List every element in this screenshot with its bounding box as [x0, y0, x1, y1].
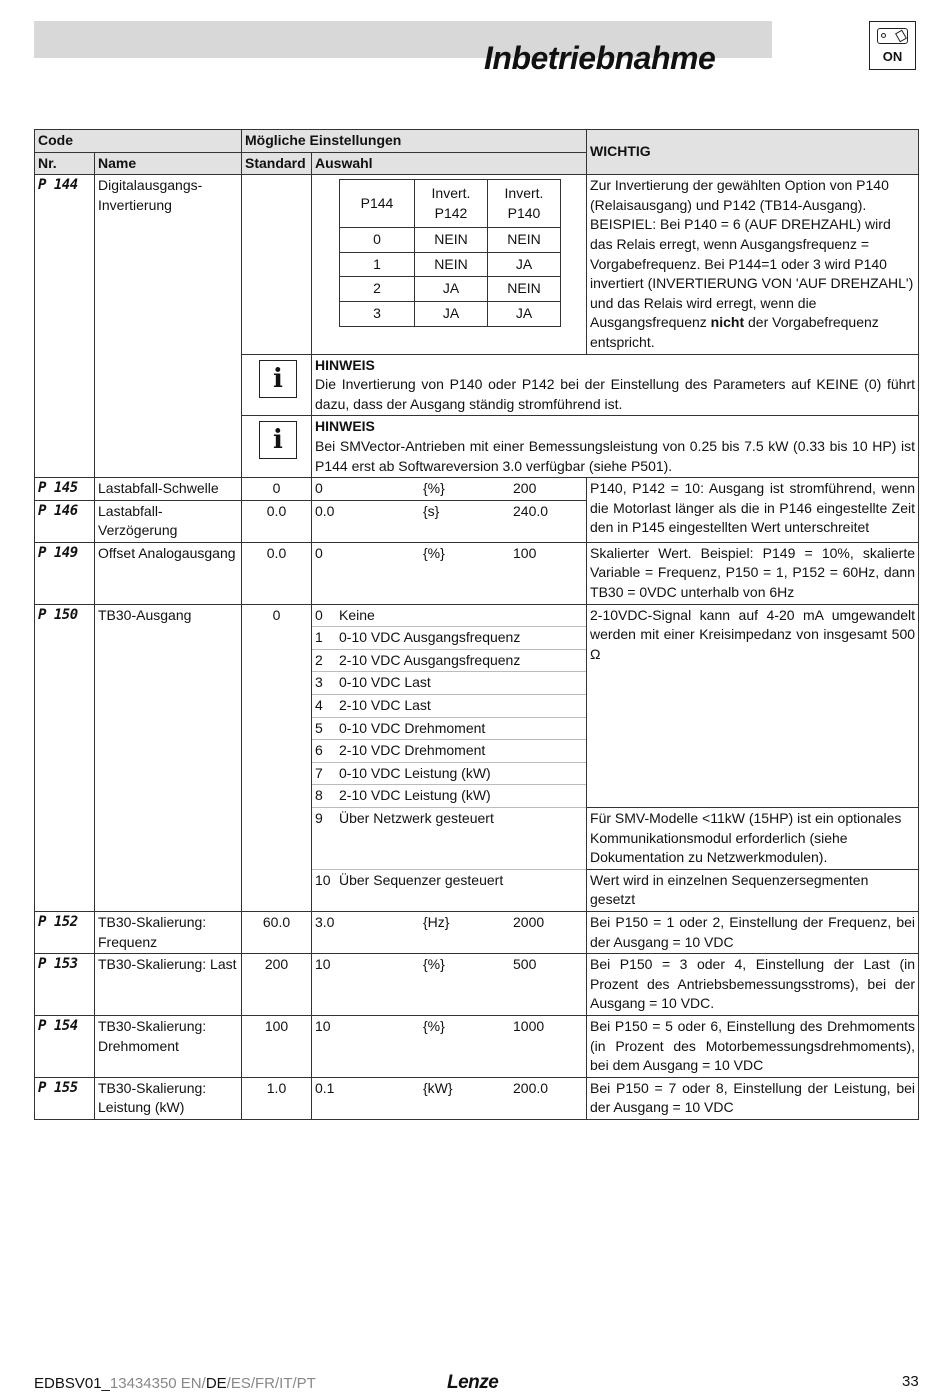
param-wichtig: P140, P142 = 10: Ausgang ist stromführend, wenn die Motorlast länger als die in P146 eingestellte Zeit den in P145 eingestellten Wert unterschreitet — [587, 478, 919, 543]
table-row — [35, 542, 919, 604]
param-wichtig: 2-10VDC-Signal kann auf 4-20 mA umgewandelt werden mit einer Kreisimpedanz von insgesamt 500 Ω — [587, 604, 919, 807]
header-auswahl: Auswahl — [312, 152, 587, 175]
param-auswahl: 0.1 {kW} 200.0 — [312, 1077, 587, 1119]
info-icon: i — [259, 421, 297, 459]
param-wichtig: Bei P150 = 7 oder 8, Einstellung der Leistung, bei der Ausgang = 10 VDC — [587, 1077, 919, 1119]
inner-cell: NEIN — [415, 252, 488, 277]
param-code: P 146 — [35, 500, 95, 542]
inner-cell: JA — [488, 301, 561, 326]
param-code: P 153 — [35, 954, 95, 1016]
inner-cell: JA — [488, 252, 561, 277]
param-name: Lastabfall-Verzögerung — [95, 500, 242, 542]
inner-cell: 0 — [340, 228, 415, 253]
param-code: P 150 — [35, 604, 95, 911]
list-item: 5 0-10 VDC Drehmoment — [312, 717, 587, 740]
param-auswahl — [312, 175, 587, 354]
param-name: TB30-Skalierung: Frequenz — [95, 911, 242, 953]
param-standard: 1.0 — [242, 1077, 312, 1119]
param-auswahl: 0 {%} 200 — [312, 478, 587, 501]
header-wichtig: WICHTIG — [587, 130, 919, 175]
on-label: ON — [882, 49, 903, 64]
list-item: 8 2-10 VDC Leistung (kW) — [312, 785, 587, 808]
note — [312, 354, 919, 416]
header-standard: Standard — [242, 152, 312, 175]
param-name: TB30-Skalierung: Last — [95, 954, 242, 1016]
param-wichtig: Zur Invertierung der gewählten Option von P140 (Relaisausgang) und P142 (TB14-Ausgang). BEISPIEL: Bei P140 = 6 (AUF DREHZAHL) wird das Relais erregt, wenn Ausgangsfrequenz = Vorgabefrequenz. Bei P144=1 oder 3 wird P140 invertiert (INVERTIERUNG VON 'AUF DREHZAHL') und das Relais wird erregt, wenn die Ausgangsfrequenz nicht der Vorgabefrequenz entspricht. — [587, 175, 919, 354]
note — [312, 416, 919, 478]
header-moegliche-einstellungen: Mögliche Einstellungen — [242, 130, 587, 153]
emphasis: nicht — [710, 314, 745, 331]
list-item: 6 2-10 VDC Drehmoment — [312, 740, 587, 763]
param-name: TB30-Skalierung: Leistung (kW) — [95, 1077, 242, 1119]
param-name: Digitalausgangs-Invertierung — [95, 175, 242, 478]
table-row — [35, 911, 919, 953]
param-code: P 144 — [35, 175, 95, 478]
list-item: 4 2-10 VDC Last — [312, 695, 587, 718]
param-wichtig: Für SMV-Modelle <11kW (15HP) ist ein optionales Kommunikationsmodul erforderlich (siehe Dokumentation zu Netzwerkmodulen). — [587, 808, 919, 870]
note-title: HINWEIS — [315, 418, 375, 435]
inner-header: Invert. P142 — [415, 180, 488, 228]
note-text: Bei SMVector-Antrieben mit einer Bemessungsleistung von 0.25 bis 7.5 kW (0.33 bis 10 HP) ist P144 erst ab Softwareversion 3.0 verfügbar (siehe P501). — [315, 437, 916, 474]
inner-cell: 1 — [340, 252, 415, 277]
param-standard: 0.0 — [242, 500, 312, 542]
brand-logo: Lenze — [447, 1372, 499, 1393]
table-row — [35, 175, 919, 354]
param-code: P 155 — [35, 1077, 95, 1119]
param-standard: 100 — [242, 1015, 312, 1077]
table-row — [35, 1077, 919, 1119]
list-item: 9 Über Netzwerk gesteuert — [312, 808, 587, 870]
info-cell — [242, 354, 312, 416]
param-code: P 145 — [35, 478, 95, 501]
param-wichtig: Bei P150 = 1 oder 2, Einstellung der Frequenz, bei der Ausgang = 10 VDC — [587, 911, 919, 953]
invert-table — [339, 179, 561, 326]
footer-doc-id: EDBSV01_13434350 EN/DE/ES/FR/IT/PT — [34, 1375, 316, 1392]
list-item: 7 0-10 VDC Leistung (kW) — [312, 762, 587, 785]
page-title: Inbetriebnahme — [484, 40, 716, 76]
param-auswahl: 0.0 {s} 240.0 — [312, 500, 587, 542]
param-name: TB30-Ausgang — [95, 604, 242, 911]
param-auswahl: 0 {%} 100 — [312, 542, 587, 604]
param-standard: 0 — [242, 604, 312, 911]
param-name: Offset Analogausgang — [95, 542, 242, 604]
inner-cell: JA — [415, 277, 488, 302]
inner-cell: JA — [415, 301, 488, 326]
page-number: 33 — [902, 1373, 919, 1390]
inner-header: Invert. P140 — [488, 180, 561, 228]
inner-cell: NEIN — [488, 277, 561, 302]
param-code: P 152 — [35, 911, 95, 953]
param-standard: 0.0 — [242, 542, 312, 604]
table-row — [35, 954, 919, 1016]
list-item: 10 Über Sequenzer gesteuert — [312, 869, 587, 911]
param-wichtig: Bei P150 = 3 oder 4, Einstellung der Last (in Prozent des Antriebsbemessungsstroms), bei der Ausgang = 10 VDC. — [587, 954, 919, 1016]
param-standard — [242, 175, 312, 354]
parameter-table — [34, 129, 919, 1120]
header-name: Name — [95, 152, 242, 175]
list-item: 0 Keine — [312, 604, 587, 627]
param-auswahl: 10 {%} 1000 — [312, 1015, 587, 1077]
param-wichtig: Wert wird in einzelnen Sequenzersegmenten gesetzt — [587, 869, 919, 911]
param-code: P 149 — [35, 542, 95, 604]
param-code: P 154 — [35, 1015, 95, 1077]
header-code: Code — [35, 130, 242, 153]
header-nr: Nr. — [35, 152, 95, 175]
inner-cell: 2 — [340, 277, 415, 302]
param-standard: 60.0 — [242, 911, 312, 953]
param-auswahl: 3.0 {Hz} 2000 — [312, 911, 587, 953]
info-cell — [242, 416, 312, 478]
power-switch-icon — [869, 21, 916, 70]
param-name: TB30-Skalierung: Drehmoment — [95, 1015, 242, 1077]
table-row — [35, 1015, 919, 1077]
inner-header: P144 — [340, 180, 415, 228]
param-wichtig: Bei P150 = 5 oder 6, Einstellung des Drehmoments (in Prozent des Motorbemessungsdrehmoments), bei dem Ausgang = 10 VDC — [587, 1015, 919, 1077]
note-title: HINWEIS — [315, 356, 375, 373]
param-name: Lastabfall-Schwelle — [95, 478, 242, 501]
param-standard: 200 — [242, 954, 312, 1016]
info-icon: i — [259, 360, 297, 398]
param-standard: 0 — [242, 478, 312, 501]
list-item: 3 0-10 VDC Last — [312, 672, 587, 695]
table-row — [35, 478, 919, 501]
param-wichtig: Skalierter Wert. Beispiel: P149 = 10%, skalierte Variable = Frequenz, P150 = 1, P152 = 60Hz, dann TB30 = 0VDC unterhalb von 6Hz — [587, 542, 919, 604]
inner-cell: 3 — [340, 301, 415, 326]
list-item: 2 2-10 VDC Ausgangsfrequenz — [312, 649, 587, 672]
param-auswahl: 10 {%} 500 — [312, 954, 587, 1016]
inner-cell: NEIN — [488, 228, 561, 253]
inner-cell: NEIN — [415, 228, 488, 253]
note-text: Die Invertierung von P140 oder P142 bei der Einstellung des Parameters auf KEINE (0) führt dazu, dass der Ausgang ständig stromführend ist. — [315, 376, 916, 412]
table-row — [35, 604, 919, 627]
list-item: 1 0-10 VDC Ausgangsfrequenz — [312, 627, 587, 650]
